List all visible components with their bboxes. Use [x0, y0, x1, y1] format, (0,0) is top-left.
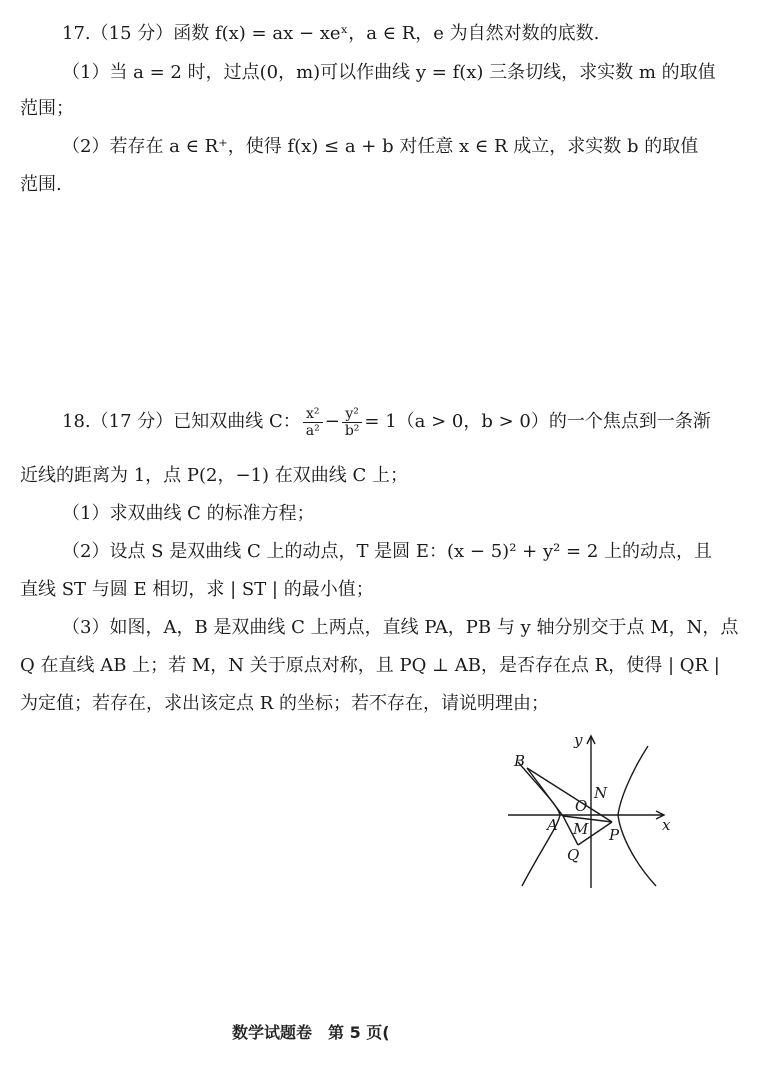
- label-M: M: [573, 820, 589, 838]
- fraction-numerator: y²: [342, 406, 363, 423]
- label-P: P: [609, 826, 620, 844]
- label-N: N: [594, 784, 608, 802]
- q17-part2-line1: （2）若存在 a ∈ R⁺，使得 f(x) ≤ a + b 对任意 x ∈ R 成立，求实数 b 的取值: [62, 136, 699, 157]
- q18-stem-start: 18.（17 分）已知双曲线 C：: [62, 411, 301, 432]
- q18-part1: （1）求双曲线 C 的标准方程；: [62, 503, 315, 524]
- q17-part1-line1: （1）当 a = 2 时，过点(0，m)可以作曲线 y = f(x) 三条切线，求实数 m 的取值: [62, 62, 716, 83]
- label-x: x: [662, 816, 671, 834]
- q18-stem-end: = 1（a > 0，b > 0）的一个焦点到一条渐: [364, 411, 711, 432]
- page-footer: 数学试题卷 第 5 页(: [232, 1023, 390, 1042]
- segment-BA: [527, 768, 563, 816]
- q18-part3-line3: 为定值；若存在，求出该定点 R 的坐标；若不存在，请说明理由；: [20, 693, 549, 714]
- label-O: O: [575, 797, 588, 815]
- q17-stem: 17.（15 分）函数 f(x) = ax − xeˣ，a ∈ R，e 为自然对数的底数.: [62, 23, 600, 44]
- right-hyperbola-branch: [618, 746, 656, 886]
- q18-part2-line1: （2）设点 S 是双曲线 C 上的动点，T 是圆 E：(x − 5)² + y² = 2 上的动点，且: [62, 541, 713, 562]
- q17-part2-line2: 范围.: [20, 174, 62, 195]
- label-Q: Q: [567, 846, 580, 864]
- q18-stem-line2: 近线的距离为 1，点 P(2，−1) 在双曲线 C 上；: [20, 465, 408, 486]
- label-B: B: [514, 752, 526, 770]
- minus-sign: −: [324, 411, 340, 432]
- q17-part1-line2: 范围；: [20, 98, 74, 119]
- fraction-denominator: a²: [305, 422, 320, 439]
- label-y: y: [574, 731, 583, 749]
- q18-part3-line2: Q 在直线 AB 上；若 M，N 关于原点对称，且 PQ ⊥ AB，是否存在点 R，使得 | QR |: [20, 655, 720, 676]
- q18-part2-line2: 直线 ST 与圆 E 相切，求 | ST | 的最小值；: [20, 579, 374, 600]
- fraction-numerator: x²: [303, 406, 323, 423]
- label-A: A: [547, 816, 558, 834]
- q18-part3-line1: （3）如图，A，B 是双曲线 C 上两点，直线 PA，PB 与 y 轴分别交于点 M，N，点: [62, 617, 739, 638]
- fraction-denominator: b²: [344, 422, 360, 439]
